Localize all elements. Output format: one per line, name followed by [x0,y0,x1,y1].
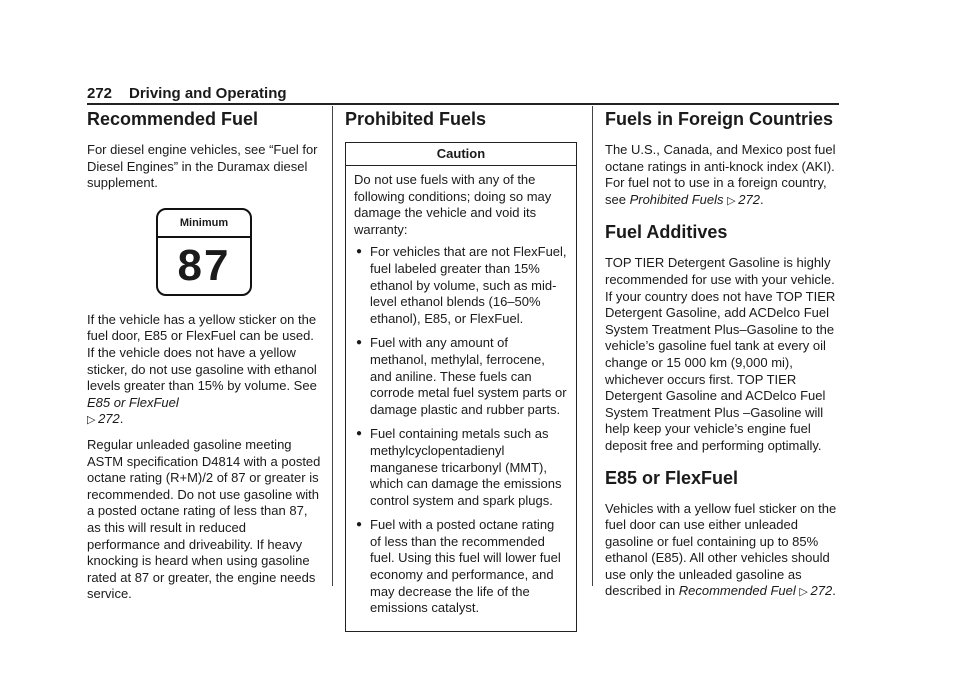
page-ref-recommended[interactable]: 272 [810,583,833,599]
caution-title: Caution [346,143,576,166]
bullet-icon: ● [356,337,363,349]
foreign-paragraph: The U.S., Canada, and Mexico post fuel octane ratings in anti-knock index (AKI). For fuel not to use in a foreign country, see Prohibited Fuels ▷ 272. [605,142,836,207]
octane-paragraph: Regular unleaded gasoline meeting ASTM specification D4814 with a posted octane rating (R+M)/2 of 87 or greater is recommended. Do not use gasoline with a posted octane rating of less than 87, as this will result in reduced performance and driveability. If heavy knocking is heard when using gasoline rated at 87 or greater, the engine needs service. [87,436,321,602]
section-name: Driving and Operating [129,85,287,102]
list-item: ● Fuel containing metals such as methylcyclopentadienyl manganese tricarbonyl (MMT), which can damage the emissions control system and spark plugs. [356,426,562,508]
heading-fuel-additives: Fuel Additives [605,222,728,243]
link-recommended-fuel[interactable]: Recommended Fuel [678,583,796,599]
badge-label: Minimum [158,210,250,238]
heading-recommended-fuel: Recommended Fuel [87,109,259,129]
caution-intro: Do not use fuels with any of the following conditions; doing so may damage the vehicle and void its warranty: [354,172,552,237]
page-ref-e85[interactable]: 272 [98,411,120,427]
page-header [87,84,839,104]
heading-e85-flexfuel: E85 or FlexFuel [605,467,739,488]
column-prohibited-fuels [345,108,579,632]
caution-box [345,142,577,632]
heading-prohibited-fuels: Prohibited Fuels [345,109,487,129]
bullet-icon: ● [356,428,363,440]
sticker-paragraph: If the vehicle has a yellow sticker on the fuel door, E85 or FlexFuel can be used. If the vehicle does not have a yellow sticker, do not use gasoline with ethanol levels greater than 15% by volume. See E85 or FlexFuel ▷ 272. [87,311,317,427]
column-divider-2 [592,106,593,586]
e85-paragraph: Vehicles with a yellow fuel sticker on the fuel door can use either unleaded gasoline or fuel containing up to 85% ethanol (E85). All other vehicles should use only the unleaded gasoline as described in Recommended Fuel ▷ 272. [605,500,837,599]
list-item: ● Fuel with a posted octane rating of less than the recommended fuel. Using this fuel will lower fuel economy and performance, and may decrease the life of the emissions catalyst. [356,517,561,616]
page-number: 272 [87,85,113,102]
additives-paragraph: TOP TIER Detergent Gasoline is highly recommended for use with your vehicle. If your country does not have TOP TIER Detergent Gasoline, add ACDelco Fuel System Treatment Plus–Gasoline to the vehicle’s gasoline fuel tank at every oil change or 15 000 km (9,000 mi), whichever occurs first. TOP TIER Detergent Gasoline and ACDelco Fuel System Treatment Plus –Gasoline will help keep your vehicle’s engine fuel deposit free and performing optimally. [605,255,836,453]
diesel-note: For diesel engine vehicles, see “Fuel for Diesel Engines” in the Duramax diesel supplement. [87,142,318,191]
page-ref-prohibited[interactable]: 272 [738,191,760,207]
page-ref-icon: ▷ [799,586,808,599]
column-divider-1 [332,106,333,586]
badge-number: 87 [177,240,231,290]
octane-badge [156,208,252,296]
column-recommended-fuel [87,108,321,611]
link-e85-flexfuel[interactable]: E85 or FlexFuel [87,394,179,410]
column-foreign-additives-e85 [605,108,839,609]
bullet-icon: ● [356,519,363,531]
list-item: ● Fuel with any amount of methanol, methylal, ferrocene, and aniline. These fuels can corrode metal fuel system parts or damage plastic and rubber parts. [356,335,567,417]
header-rule [87,103,839,105]
list-item: ● For vehicles that are not FlexFuel, fuel labeled greater than 15% ethanol by volume, such as mid-level ethanol blends (16–50% ethanol), E85, or FlexFuel. [356,244,567,326]
page-ref-icon: ▷ [727,194,736,207]
caution-list [354,244,568,616]
bullet-icon: ● [356,246,363,258]
page-ref-icon: ▷ [87,414,96,427]
heading-foreign-countries: Fuels in Foreign Countries [605,109,834,129]
link-prohibited-fuels[interactable]: Prohibited Fuels [629,191,724,207]
